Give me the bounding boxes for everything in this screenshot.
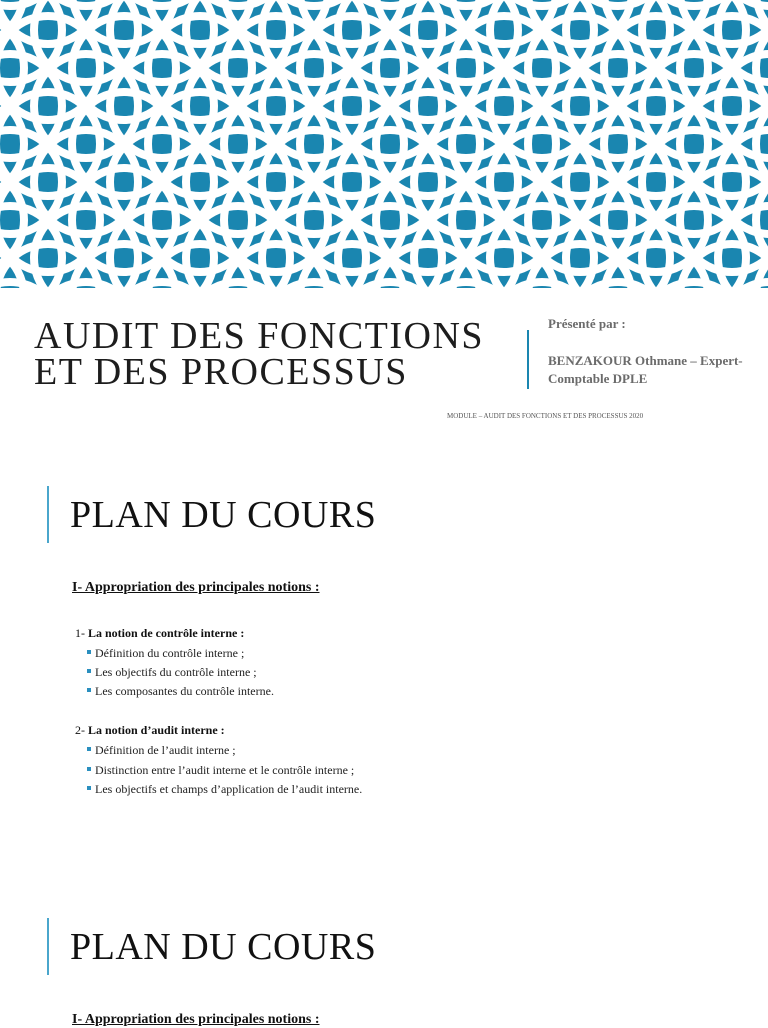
plan-accent-bar bbox=[47, 486, 49, 543]
bullet-square-icon bbox=[87, 688, 91, 692]
presenter-name: BENZAKOUR Othmane – Expert-Comptable DPLE bbox=[548, 353, 743, 386]
title-slide-pattern-banner bbox=[0, 0, 768, 288]
list-item: Distinction entre l’audit interne et le contrôle interne ; bbox=[87, 763, 354, 778]
list-item: Les objectifs et champs d’application de l’audit interne. bbox=[87, 782, 362, 797]
subsection-number: 2- bbox=[75, 723, 88, 737]
list-item: Définition de l’audit interne ; bbox=[87, 743, 236, 758]
bullet-square-icon bbox=[87, 650, 91, 654]
title-line-1: AUDIT DES FONCTIONS bbox=[34, 315, 485, 357]
subsection-title: La notion de contrôle interne : bbox=[88, 626, 245, 640]
subsection-number: 1- bbox=[75, 626, 88, 640]
bullet-square-icon bbox=[87, 747, 91, 751]
presenter-label: Présenté par : bbox=[548, 316, 626, 331]
bullet-square-icon bbox=[87, 786, 91, 790]
plan-title: PLAN DU COURS bbox=[70, 494, 377, 536]
presentation-title bbox=[34, 315, 514, 393]
section-heading: I- Appropriation des principales notions : bbox=[72, 1012, 320, 1027]
plan-title: PLAN DU COURS bbox=[70, 926, 377, 968]
title-line-2: ET DES PROCESSUS bbox=[34, 351, 408, 393]
interlocking-circles-pattern bbox=[0, 0, 768, 288]
subsection-title: La notion d’audit interne : bbox=[88, 723, 225, 737]
list-item: Les composantes du contrôle interne. bbox=[87, 684, 274, 699]
module-footer: MODULE – AUDIT DES FONCTIONS ET DES PROCESSUS 2020 bbox=[447, 412, 644, 420]
bullet-square-icon bbox=[87, 767, 91, 771]
plan-accent-bar bbox=[47, 918, 49, 975]
subsection-audit-interne bbox=[75, 723, 225, 738]
title-divider bbox=[527, 330, 529, 389]
list-item: Les objectifs du contrôle interne ; bbox=[87, 665, 257, 680]
subsection-controle-interne bbox=[75, 626, 244, 641]
list-item: Définition du contrôle interne ; bbox=[87, 646, 244, 661]
section-heading: I- Appropriation des principales notions : bbox=[72, 580, 320, 595]
bullet-square-icon bbox=[87, 669, 91, 673]
